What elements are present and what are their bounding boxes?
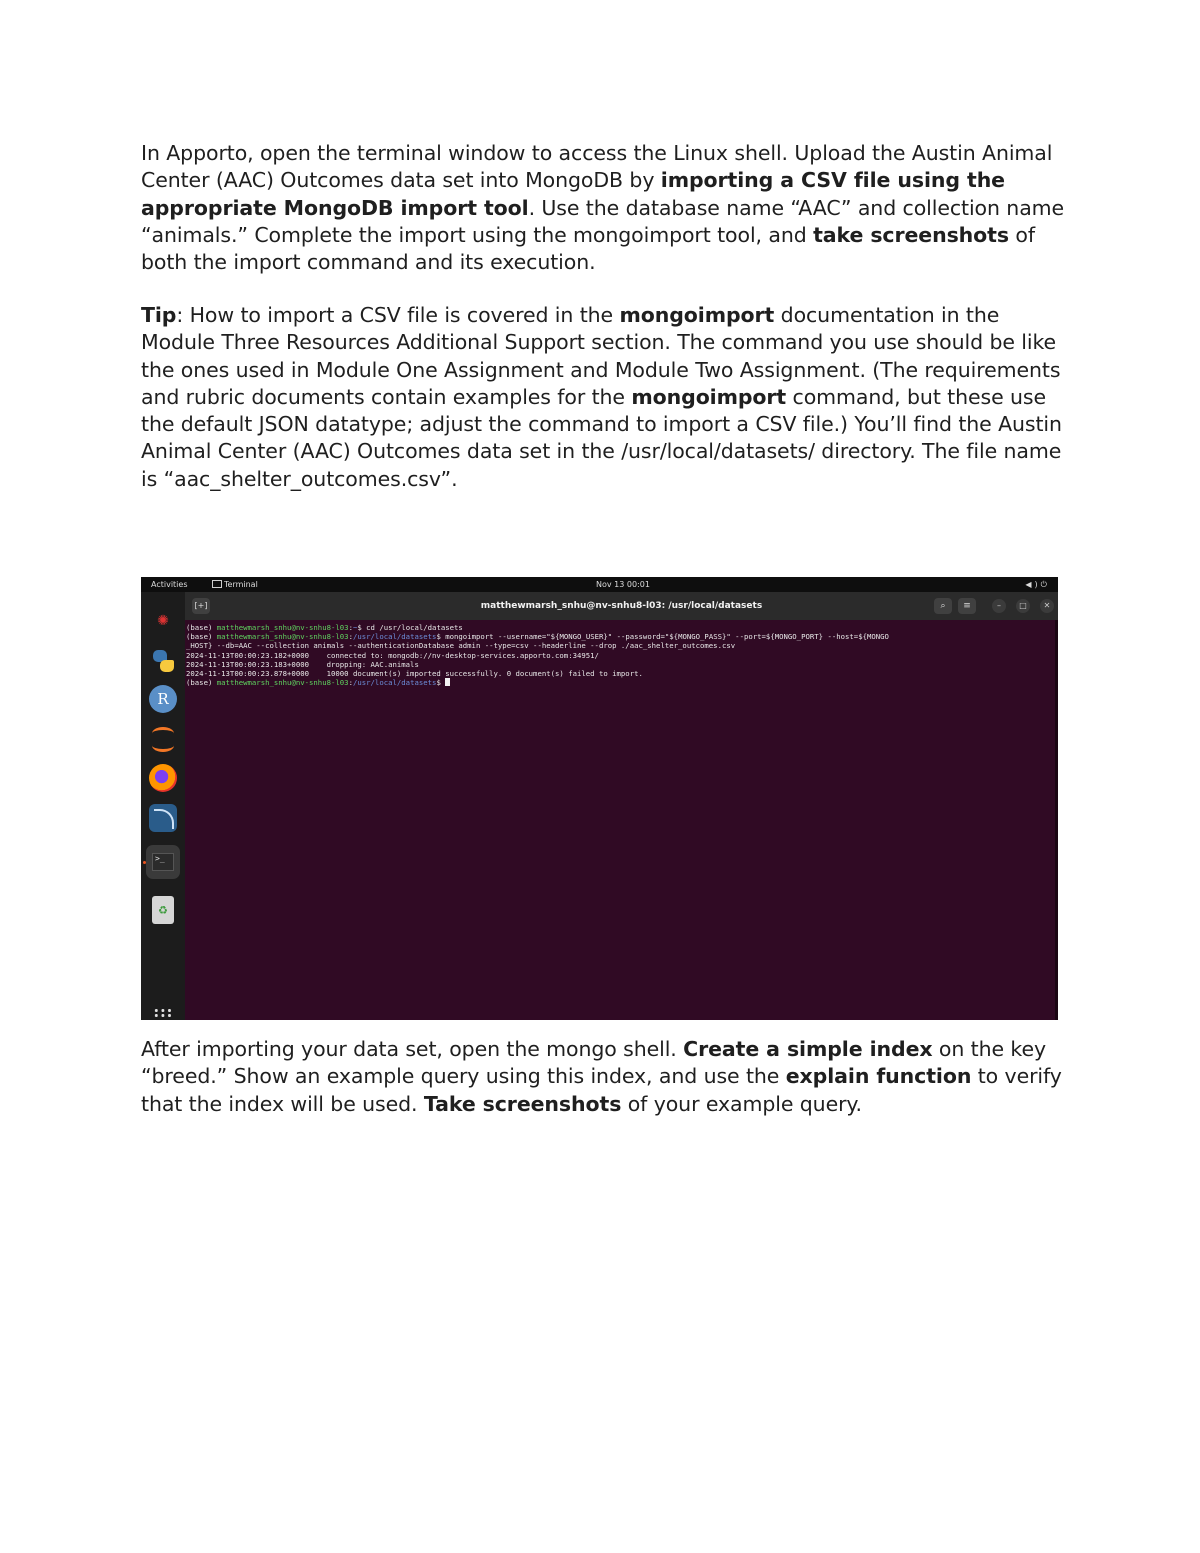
bold-text-run: importing a CSV file using the appropriate MongoDB import tool [141,168,1005,220]
active-app-menu[interactable] [212,577,258,592]
text-run: to verify that the index will be used. [141,1064,1062,1116]
python-icon[interactable] [149,647,177,675]
terminal-screenshot [141,577,1058,1020]
terminal-app-icon [212,580,222,588]
bold-text-run: Take screenshots [423,1091,622,1116]
terminal-line [186,669,1052,678]
terminal-icon[interactable]: >_ [146,845,180,879]
desktop-top-bar [141,577,1058,592]
terminal-text: 2024-11-13T00:00:23.878+0000 10000 document(s) imported successfully. 0 document(s) failed to import. [186,669,643,679]
instruction-paragraph-import [141,140,1066,276]
terminal-text: (base) [186,623,217,632]
terminal-text: : [348,678,353,688]
bold-text-run: take screenshots [813,222,1009,247]
text-run: of your example query. [621,1091,862,1116]
bold-text-run: Create a simple index [683,1037,933,1061]
bold-text-run: mongoimport [619,303,775,327]
activities-button[interactable]: Activities [151,580,188,589]
text-run: documentation in the Module Three Resources Additional Support section. The command you use should be like the ones used in Module One Assignment and Module Two Assignment. (The requirements and rubric documents contain examples for the [141,303,1061,409]
firefox-icon[interactable] [149,764,177,792]
bold-text-run: Tip [141,303,177,327]
terminal-text: (base) [186,678,217,688]
hamburger-menu-icon[interactable]: ≡ [958,598,976,614]
terminal-line [186,623,1052,632]
system-tray[interactable] [1025,577,1050,592]
terminal-text: (base) [186,632,217,642]
terminal-line [186,651,1052,660]
minimize-icon[interactable]: – [992,599,1006,613]
terminal-text: $ cd /usr/local/datasets [357,623,463,632]
terminal-text: 2024-11-13T00:00:23.182+0000 connected to: mongodb://nv-desktop-services.apporto.com:34951/ [186,650,599,660]
prompt-path: /usr/local/datasets [352,678,437,688]
text-run: on the key “breed.” Show an example query using this index, and use the [141,1037,1047,1089]
text-run: After importing your data set, open the mongo shell. [141,1037,684,1061]
text-run: of both the import command and its execution. [141,222,1035,275]
terminal-cursor [445,678,450,686]
search-icon[interactable]: ⌕ [934,598,952,614]
jupyter-icon[interactable]: ✺ [157,613,169,629]
terminal-line [186,660,1052,669]
bold-text-run: mongoimport [631,384,787,409]
r-icon[interactable]: R [149,685,177,713]
terminal-line [186,678,1052,687]
terminal-header-bar [185,592,1058,620]
clock[interactable]: Nov 13 00:01 [596,580,650,589]
terminal-line [186,641,1052,650]
terminal-text: : [348,632,353,642]
text-run: command, but these use the default JSON datatype; adjust the command to import a CSV file.) You’ll find the Austin Animal Center (AAC) Outcomes data set in the /usr/local/datasets/ directory. The file name is “aac_shelter_outcomes.csv”. [141,384,1062,491]
terminal-text: : [348,623,353,632]
terminal-line [186,632,1052,641]
terminal-text: _HOST} --db=AAC --collection animals --authenticationDatabase admin --type=csv --headerline --drop ./aac_shelter_outcomes.csv [186,641,736,651]
terminal-text: 2024-11-13T00:00:23.183+0000 dropping: AAC.animals [186,659,419,669]
power-icon: ⏻ [1040,580,1050,589]
prompt-user-host: matthewmarsh_snhu@nv-snhu8-l03 [216,623,349,632]
terminal-text: $ [436,678,446,688]
terminal-output[interactable] [186,623,1052,687]
text-run: . Use the database name “AAC” and collection name “animals.” Complete the import using the mongoimport tool, and [141,195,1065,247]
jupyter-notebook-icon[interactable] [149,724,177,752]
prompt-user-host: matthewmarsh_snhu@nv-snhu8-l03 [216,678,349,688]
close-icon[interactable]: ✕ [1040,599,1054,613]
terminal-text: $ mongoimport --username="${MONGO_USER}" --password="${MONGO_PASS}" --port=${MONGO_PORT} --host=${MONGO [436,632,889,642]
active-app-label: Terminal [224,580,258,589]
new-tab-icon[interactable]: [+] [192,598,210,614]
text-run: In Apporto, open the terminal window to access the Linux shell. Upload the Austin Animal Center (AAC) Outcomes data set into MongoDB by [141,141,1053,193]
terminal-window[interactable] [185,592,1058,1020]
terminal-title: matthewmarsh_snhu@nv-snhu8-l03: /usr/local/datasets [480,601,763,611]
bold-text-run: explain function [785,1064,972,1089]
text-run: : How to import a CSV file is covered in the [176,303,620,327]
mongodb-compass-icon[interactable] [149,804,177,832]
terminal-scrollbar[interactable] [1055,620,1058,1020]
prompt-user-host: matthewmarsh_snhu@nv-snhu8-l03 [216,632,349,642]
tip-paragraph [141,302,1066,493]
app-grid-icon[interactable] [153,1008,173,1018]
volume-icon: ◀) [1025,580,1041,589]
dock [141,592,185,1020]
trash-icon[interactable]: ♻ [152,896,174,924]
prompt-path: /usr/local/datasets [352,632,437,642]
instruction-paragraph-index [141,1036,1066,1118]
maximize-icon[interactable]: □ [1016,599,1030,613]
prompt-path: ~ [352,623,358,632]
